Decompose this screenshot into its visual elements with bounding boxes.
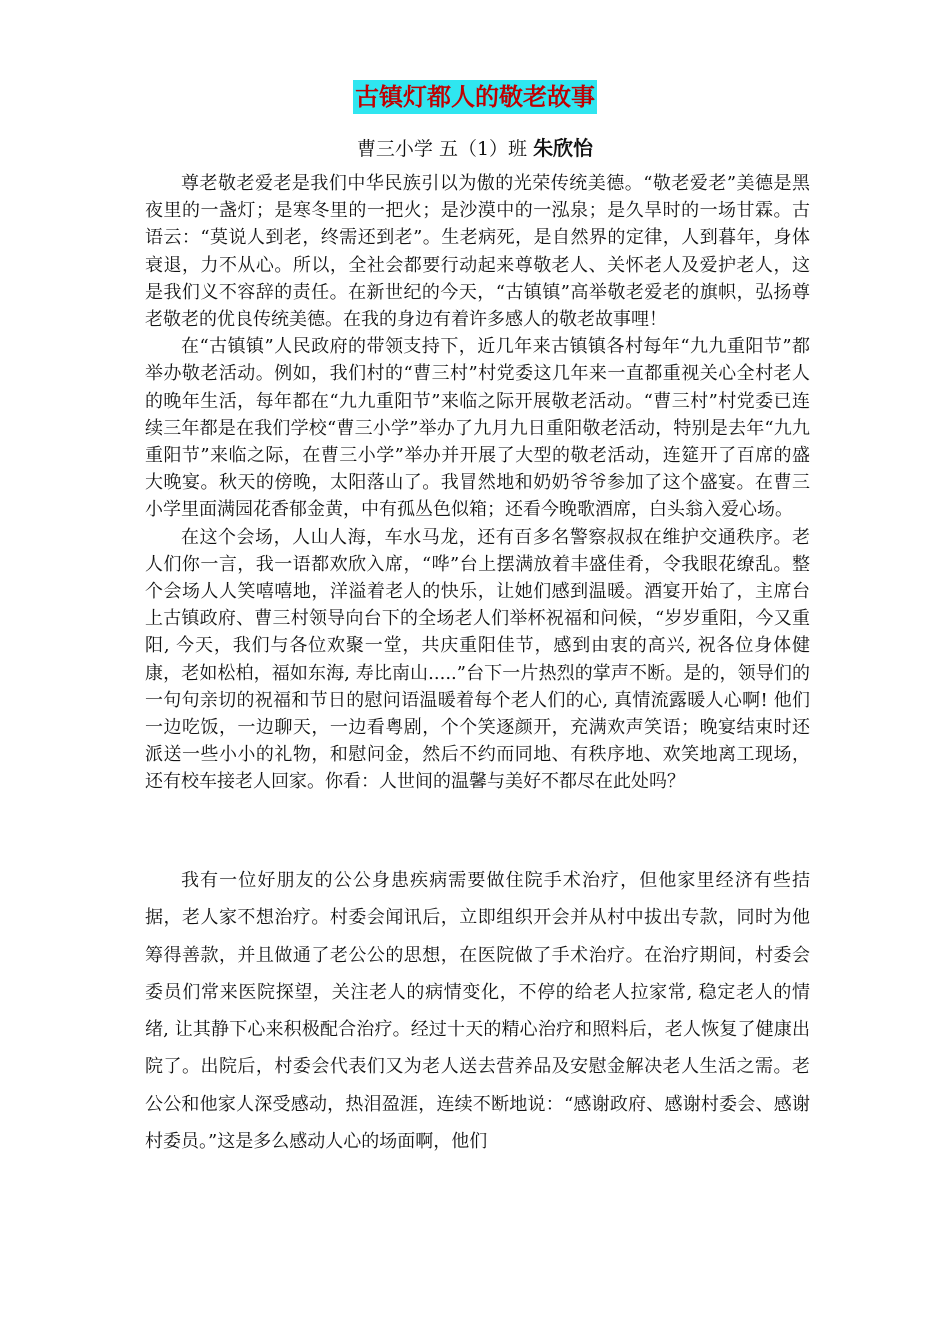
paragraph: 尊老敬老爱老是我们中华民族引以为傲的光荣传统美德。“敬老爱老”美德是黑夜里的一盏灯；是寒冬里的一把火；是沙漠中的一泓泉；是久旱时的一场甘霖。古语云：“莫说人到老，终需还到老”。生老病死，是自然界的定律，人到暮年，身体衰退，力不从心。所以，全社会都要行动起来尊敬老人、关怀老人及爱护老人，这是我们义不容辞的责任。在新世纪的今天，“古镇镇”高举敬老爱老的旗帜，弘扬尊老敬老的优良传统美德。在我的身边有着许多感人的敬老故事哩！ — [145, 173, 810, 331]
paragraph: 在这个会场，人山人海，车水马龙，还有百多名警察叔叔在维护交通秩序。老人们你一言，我一语都欢欣入席，“哗”台上摆满放着丰盛佳肴，令我眼花缭乱。整个会场人人笑嘻嘻地，洋溢着老人的快乐，让她们感到温暖。酒宴开始了，主席台上古镇政府、曹三村领导向台下的全场老人们举杯祝福和问候，“岁岁重阳，今又重阳, 今天，我们与各位欢聚一堂，共庆重阳佳节，感到由衷的高兴, 祝各位身体健康，老如松柏，福如东海, 寿比南山.....”台下一片热烈的掌声不断。是的，领导们的一句句亲切的祝福和节日的慰问语温暖着每个老人们的心, 真情流露暖人心啊! 他们一边吃饭，一边聊天，一边看粤剧，个个笑逐颜开，充满欢声笑语；晚宴结束时还派送一些小小的礼物，和慰问金，然后不约而同地、有秩序地、欢笑地离工现场，还有校车接老人回家。你看：人世间的温馨与美好不都尽在此处吗？ — [145, 526, 810, 793]
title-container — [0, 80, 950, 114]
byline — [0, 134, 950, 163]
paragraph: 我有一位好朋友的公公身患疾病需要做住院手术治疗，但他家里经济有些拮据，老人家不想治疗。村委会闻讯后，立即组织开会并从村中拔出专款，同时为他筹得善款，并且做通了老公公的思想，在医院做了手术治疗。在治疗期间，村委会委员们常来医院探望，关注老人的病情变化，不停的给老人拉家常, 稳定老人的情绪, 让其静下心来积极配合治疗。经过十天的精心治疗和照料后，老人恢复了健康出院了。出院后，村委会代表们又为老人送去营养品及安慰金解决老人生活之需。老公公和他家人深受感动，热泪盈涯，连续不断地说：“感谢政府、感谢村委会、感谢村委员。”这是多么感动人心的场面啊，他们 — [145, 870, 810, 1153]
school-class: 曹三小学 五（1）班 — [356, 138, 528, 160]
document-title: 古镇灯都人的敬老故事 — [353, 80, 597, 114]
author-name: 朱欣怡 — [533, 136, 594, 160]
article-body — [145, 170, 810, 796]
paragraph: 在“古镇镇”人民政府的带领支持下，近几年来古镇镇各村每年“九九重阳节”都举办敬老活动。例如，我们村的“曹三村”村党委这几年来一直都重视关心全村老人的晚年生活，每年都在“九九重阳节”来临之际开展敬老活动。“曹三村”村党委已连续三年都是在我们学校“曹三小学”举办了九月九日重阳敬老活动，特别是去年“九九重阳节”来临之际，在曹三小学”举办并开展了大型的敬老活动，连筵开了百席的盛大晚宴。秋天的傍晚，太阳落山了。我冒然地和奶奶爷爷参加了这个盛宴。在曹三小学里面满园花香郁金黄，中有孤丛色似箱；还看今晚歌酒席，白头翁入爱心场。 — [145, 336, 810, 521]
